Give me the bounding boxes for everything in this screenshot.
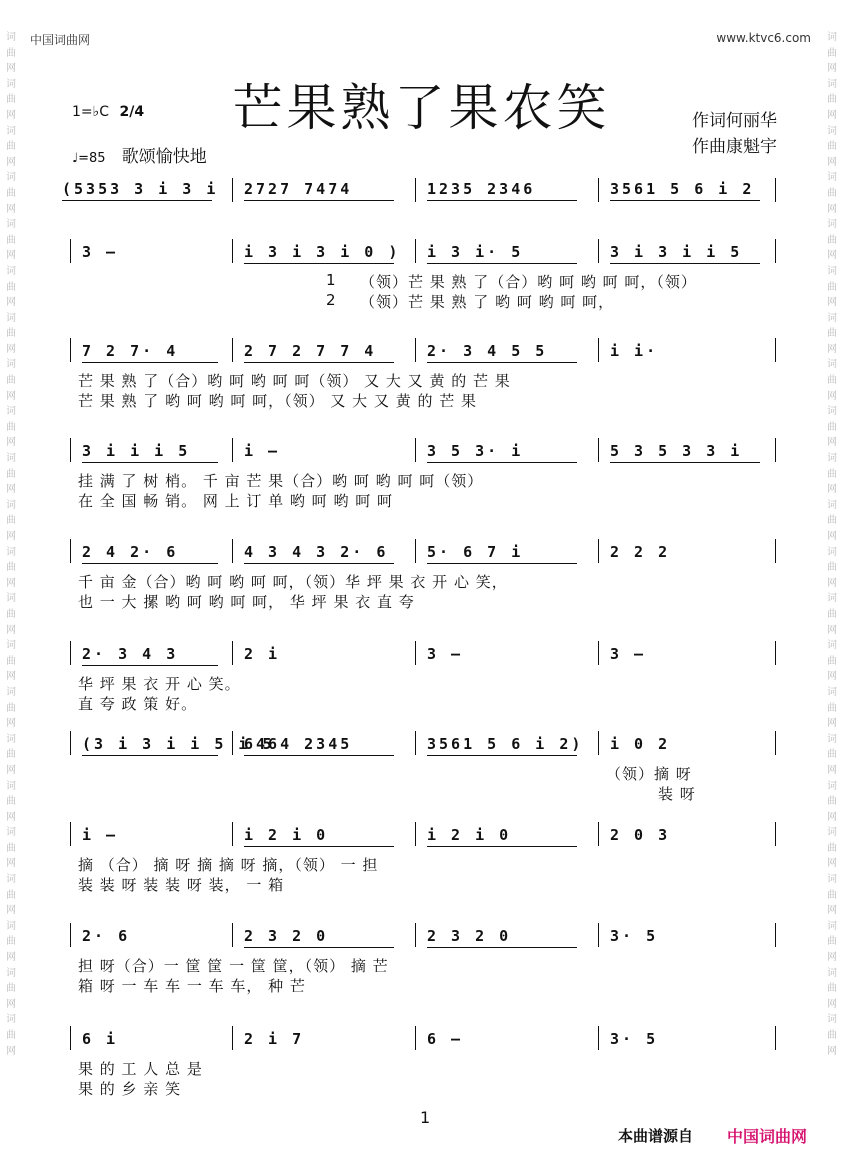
beam-line (244, 755, 394, 756)
beam-line (82, 462, 218, 463)
measure-notes: i – (82, 826, 119, 844)
beam-line (427, 462, 577, 463)
measure-notes: 2 2 2 (610, 543, 671, 561)
barline (775, 438, 776, 462)
measure-notes: 2 4 2· 6 (82, 543, 179, 561)
measure-notes: 2 i 7 (244, 1030, 305, 1048)
barline (415, 731, 416, 755)
barline (70, 641, 71, 665)
lyric-verse-2: 果 的 乡 亲 笑 (78, 1080, 182, 1098)
measure-notes: 6464 2345 (244, 735, 353, 753)
barline (598, 438, 599, 462)
page-number: 1 (420, 1108, 431, 1127)
barline (598, 1026, 599, 1050)
barline (70, 923, 71, 947)
lyric-verse-2: 也 一 大 摞 哟 呵 哟 呵 呵， 华 坪 果 衣 直 夸 (78, 593, 415, 611)
barline (598, 539, 599, 563)
barline (70, 539, 71, 563)
watermark-left: 词曲网词曲网词曲网词曲网词曲网词曲网词曲网词曲网词曲网词曲网词曲网词曲网词曲网词曲网词曲网词曲网词曲网词曲网词曲网词曲网词曲网词曲网 (6, 32, 16, 1057)
barline (415, 539, 416, 563)
measure-notes: 2 i (244, 645, 281, 663)
barline (415, 239, 416, 263)
barline (232, 641, 233, 665)
measure-notes: 3 5 3· i (427, 442, 524, 460)
site-name-left: 中国词曲网 (30, 33, 91, 47)
score-system (0, 927, 843, 1007)
key-label: 1=♭C (72, 104, 110, 120)
composer-credit: 作曲康魁宇 (692, 137, 777, 157)
beam-line (244, 362, 394, 363)
beam-line (82, 755, 218, 756)
measure-notes: 3 i i i 5 (82, 442, 191, 460)
lyric-verse-2: 装 装 呀 装 装 呀 装， 一 箱 (78, 876, 285, 894)
lyric-verse-2: 装 呀 (658, 785, 696, 803)
lyric-verse-1: 担 呀（合）一 筐 筐 一 筐 筐，（领） 摘 芒 (78, 957, 389, 975)
measure-notes: 3 – (427, 645, 464, 663)
beam-line (244, 200, 394, 201)
beam-line (82, 362, 218, 363)
barline (775, 539, 776, 563)
watermark-right: 词曲网词曲网词曲网词曲网词曲网词曲网词曲网词曲网词曲网词曲网词曲网词曲网词曲网词曲网词曲网词曲网词曲网词曲网词曲网词曲网词曲网词曲网 (827, 32, 837, 1057)
score-system (0, 543, 843, 623)
barline (415, 1026, 416, 1050)
beam-line (82, 563, 218, 564)
beam-line (427, 200, 577, 201)
lyric-verse-1: 芒 果 熟 了（合）哟 呵 哟 呵 呵（领） 又 大 又 黄 的 芒 果 (78, 372, 511, 390)
measure-notes: i 2 i 0 (427, 826, 512, 844)
measure-notes: 4 3 4 3 2· 6 (244, 543, 389, 561)
barline (415, 923, 416, 947)
measure-notes: i 2 i 0 (244, 826, 329, 844)
barline (70, 239, 71, 263)
lyric-verse-2: 2 (326, 291, 337, 309)
beam-line (610, 200, 760, 201)
barline (598, 923, 599, 947)
score-system (0, 1030, 843, 1110)
barline (415, 178, 416, 202)
lyric-verse-1: 华 坪 果 衣 开 心 笑。 (78, 675, 241, 693)
measure-notes: 2· 3 4 3 (82, 645, 179, 663)
barline (232, 178, 233, 202)
barline (232, 923, 233, 947)
lyric-verse-1: （领）摘 呀 (606, 765, 692, 783)
barline (232, 438, 233, 462)
measure-notes: 2 3 2 0 (244, 927, 329, 945)
lyric-verse-2: 直 夸 政 策 好。 (78, 695, 198, 713)
beam-line (427, 563, 577, 564)
measure-notes: 2 0 3 (610, 826, 671, 844)
lyric-verse-1: （领）芒 果 熟 了（合）哟 呵 哟 呵 呵，（领） (360, 273, 697, 291)
song-title: 芒果熟了果农笑 (232, 79, 611, 137)
measure-notes: i 3 i· 5 (427, 243, 524, 261)
measure-notes: i – (244, 442, 281, 460)
score-system (0, 735, 843, 815)
lyric-verse-2: （领）芒 果 熟 了 哟 呵 哟 呵 呵， (360, 293, 615, 311)
time-signature: 2/4 (119, 104, 145, 120)
lyricist-credit: 作词何丽华 (692, 111, 777, 131)
measure-notes: 5 3 5 3 3 i (610, 442, 743, 460)
measure-notes: 1235 2346 (427, 180, 536, 198)
measure-notes: 2· 3 4 5 5 (427, 342, 548, 360)
beam-line (244, 947, 394, 948)
barline (70, 438, 71, 462)
barline (598, 239, 599, 263)
beam-line (82, 665, 218, 666)
barline (415, 338, 416, 362)
barline (70, 338, 71, 362)
beam-line (62, 200, 212, 201)
measure-notes: 3561 5 6 i 2 (610, 180, 755, 198)
measure-notes: 2 7 2 7 7 4 (244, 342, 377, 360)
measure-notes: 6 i (82, 1030, 119, 1048)
lyric-verse-2: 箱 呀 一 车 车 一 车 车， 种 芒 (78, 977, 306, 995)
measure-notes: i 3 i 3 i 0 ) (244, 243, 401, 261)
beam-line (427, 755, 577, 756)
measure-notes: 3· 5 (610, 927, 659, 945)
measure-notes: 3 i 3 i i 5 (610, 243, 743, 261)
beam-line (244, 563, 394, 564)
measure-notes: 7 2 7· 4 (82, 342, 179, 360)
barline (775, 923, 776, 947)
barline (415, 438, 416, 462)
barline (415, 822, 416, 846)
beam-line (610, 263, 760, 264)
score-system (0, 826, 843, 906)
measure-notes: 2· 6 (82, 927, 131, 945)
barline (415, 641, 416, 665)
barline (598, 338, 599, 362)
barline (232, 1026, 233, 1050)
score-system (0, 342, 843, 422)
tempo-line (72, 142, 207, 167)
score-system (0, 442, 843, 522)
measure-notes: (5353 3 i 3 i (62, 180, 219, 198)
barline (598, 178, 599, 202)
measure-notes: i 0 2 (610, 735, 671, 753)
measure-notes: (3 i 3 i i 5 i 5 (82, 735, 275, 753)
key-signature (72, 104, 144, 120)
lyric-verse-2: 芒 果 熟 了 哟 呵 哟 呵 呵，（领） 又 大 又 黄 的 芒 果 (78, 392, 478, 410)
score-system (0, 243, 843, 323)
beam-line (427, 263, 577, 264)
beam-line (427, 846, 577, 847)
footer-source-label: 本曲谱源自 (617, 1127, 693, 1145)
barline (598, 641, 599, 665)
measure-notes: 2727 7474 (244, 180, 353, 198)
lyric-verse-1: 千 亩 金（合）哟 呵 哟 呵 呵，（领）华 坪 果 衣 开 心 笑， (78, 573, 508, 591)
barline (775, 731, 776, 755)
measure-notes: 3 – (610, 645, 647, 663)
barline (598, 731, 599, 755)
measure-notes: 3561 5 6 i 2) (427, 735, 584, 753)
beam-line (427, 947, 577, 948)
measure-notes: i i· (610, 342, 659, 360)
barline (775, 641, 776, 665)
measure-notes: 6 – (427, 1030, 464, 1048)
barline (232, 822, 233, 846)
beam-line (610, 462, 760, 463)
lyric-verse-1: 摘 （合） 摘 呀 摘 摘 呀 摘，（领） 一 担 (78, 856, 379, 874)
lyric-verse-1: 果 的 工 人 总 是 (78, 1060, 203, 1078)
barline (598, 822, 599, 846)
lyric-verse-2: 在 全 国 畅 销。 网 上 订 单 哟 呵 哟 呵 呵 (78, 492, 393, 510)
barline (70, 731, 71, 755)
measure-notes: 3· 5 (610, 1030, 659, 1048)
measure-notes: 3 – (82, 243, 119, 261)
lyric-verse-1: 挂 满 了 树 梢。 千 亩 芒 果（合）哟 呵 哟 呵 呵（领） (78, 472, 484, 490)
tempo-mark: ♩=85 (72, 151, 106, 166)
beam-line (244, 263, 394, 264)
measure-notes: 5· 6 7 i (427, 543, 524, 561)
barline (70, 822, 71, 846)
score-system (0, 645, 843, 725)
barline (775, 178, 776, 202)
barline (232, 338, 233, 362)
site-url-right[interactable]: www.ktvc6.com (716, 31, 811, 45)
measure-notes: 2 3 2 0 (427, 927, 512, 945)
barline (775, 822, 776, 846)
beam-line (427, 362, 577, 363)
barline (775, 338, 776, 362)
lyric-verse-1: 1 (326, 271, 337, 289)
barline (232, 239, 233, 263)
barline (70, 1026, 71, 1050)
beam-line (244, 846, 394, 847)
expression-mark: 歌颂愉快地 (121, 147, 207, 167)
barline (775, 239, 776, 263)
barline (232, 539, 233, 563)
barline (775, 1026, 776, 1050)
footer-source-site[interactable]: 中国词曲网 (726, 1127, 807, 1146)
